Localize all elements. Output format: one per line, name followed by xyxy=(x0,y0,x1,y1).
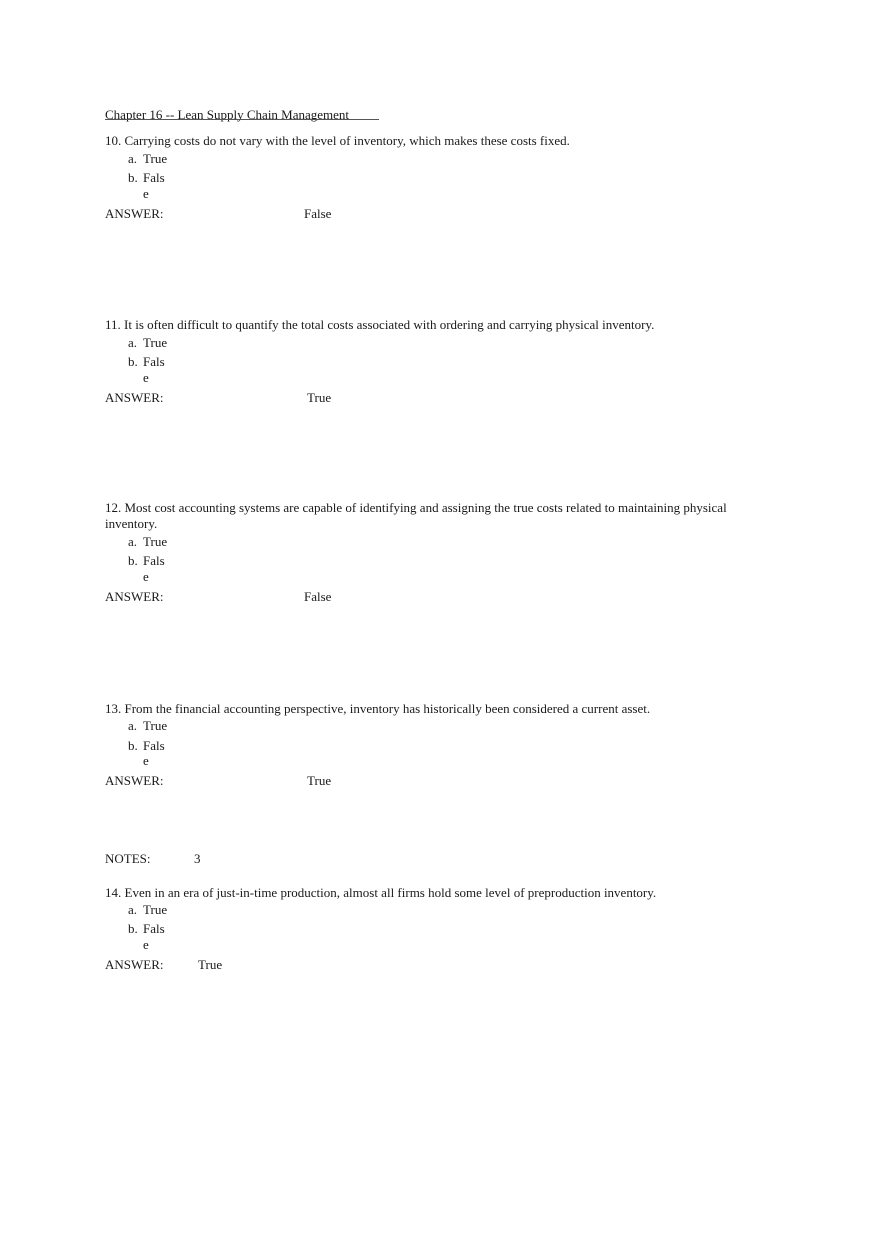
answer-label: ANSWER: xyxy=(105,206,164,221)
option-b xyxy=(128,921,165,937)
option-b-wrap: e xyxy=(143,937,149,952)
option-letter: b. xyxy=(128,738,138,753)
option-label: True xyxy=(143,534,168,549)
question-number: 12. xyxy=(105,500,122,515)
question-14 xyxy=(105,885,775,972)
option-b xyxy=(128,354,165,370)
question-text xyxy=(105,500,775,532)
question-number: 13. xyxy=(105,701,122,716)
question-body: Most cost accounting systems are capable of identifying and assigning the true costs related to maintaining physical inventory. xyxy=(105,500,727,531)
option-label: True xyxy=(143,335,168,350)
option-b xyxy=(128,738,165,754)
answer-label: ANSWER: xyxy=(105,589,164,604)
notes-value: 3 xyxy=(194,851,201,866)
option-label: Fals xyxy=(143,921,165,936)
option-a xyxy=(128,718,167,734)
question-number: 14. xyxy=(105,885,122,900)
option-b-wrap: e xyxy=(143,753,149,768)
question-11 xyxy=(105,317,775,405)
chapter-title-rule xyxy=(105,119,379,120)
answer-value: True xyxy=(198,957,223,972)
question-body: Even in an era of just-in-time production, almost all firms hold some level of preproduction inventory. xyxy=(124,885,657,900)
answer-value: True xyxy=(307,390,332,405)
option-letter: a. xyxy=(128,151,138,166)
option-label: Fals xyxy=(143,354,165,369)
answer-label: ANSWER: xyxy=(105,773,164,788)
notes-label: NOTES: xyxy=(105,851,151,866)
answer-label: ANSWER: xyxy=(105,957,164,972)
option-b xyxy=(128,170,165,186)
option-label: True xyxy=(143,718,168,733)
option-b-wrap: e xyxy=(143,186,149,201)
question-text xyxy=(105,317,775,333)
question-12 xyxy=(105,500,775,604)
option-label: True xyxy=(143,151,168,166)
option-letter: b. xyxy=(128,354,138,369)
option-a xyxy=(128,902,167,918)
option-label: Fals xyxy=(143,553,165,568)
answer-value: False xyxy=(304,206,332,221)
question-text xyxy=(105,701,775,717)
option-a xyxy=(128,534,167,550)
answer-label: ANSWER: xyxy=(105,390,164,405)
option-letter: b. xyxy=(128,170,138,185)
question-number: 11. xyxy=(105,317,121,332)
question-body: Carrying costs do not vary with the level of inventory, which makes these costs fixed. xyxy=(124,133,570,148)
question-13 xyxy=(105,701,775,788)
option-b xyxy=(128,553,165,569)
option-letter: a. xyxy=(128,902,138,917)
option-label: Fals xyxy=(143,170,165,185)
question-text xyxy=(105,133,775,149)
question-body: From the financial accounting perspective, inventory has historically been considered a current asset. xyxy=(124,701,651,716)
option-letter: b. xyxy=(128,921,138,936)
option-letter: a. xyxy=(128,534,138,549)
option-label: True xyxy=(143,902,168,917)
option-label: Fals xyxy=(143,738,165,753)
option-a xyxy=(128,335,167,351)
question-10 xyxy=(105,133,775,221)
option-b-wrap: e xyxy=(143,370,149,385)
answer-value: False xyxy=(304,589,332,604)
question-text xyxy=(105,885,775,901)
option-letter: a. xyxy=(128,335,138,350)
answer-value: True xyxy=(307,773,332,788)
question-body: It is often difficult to quantify the total costs associated with ordering and carrying physical inventory. xyxy=(124,317,655,332)
chapter-title: Chapter 16 -- Lean Supply Chain Management xyxy=(105,107,350,122)
option-letter: a. xyxy=(128,718,138,733)
option-b-wrap: e xyxy=(143,569,149,584)
option-letter: b. xyxy=(128,553,138,568)
question-number: 10. xyxy=(105,133,122,148)
option-a xyxy=(128,151,167,167)
